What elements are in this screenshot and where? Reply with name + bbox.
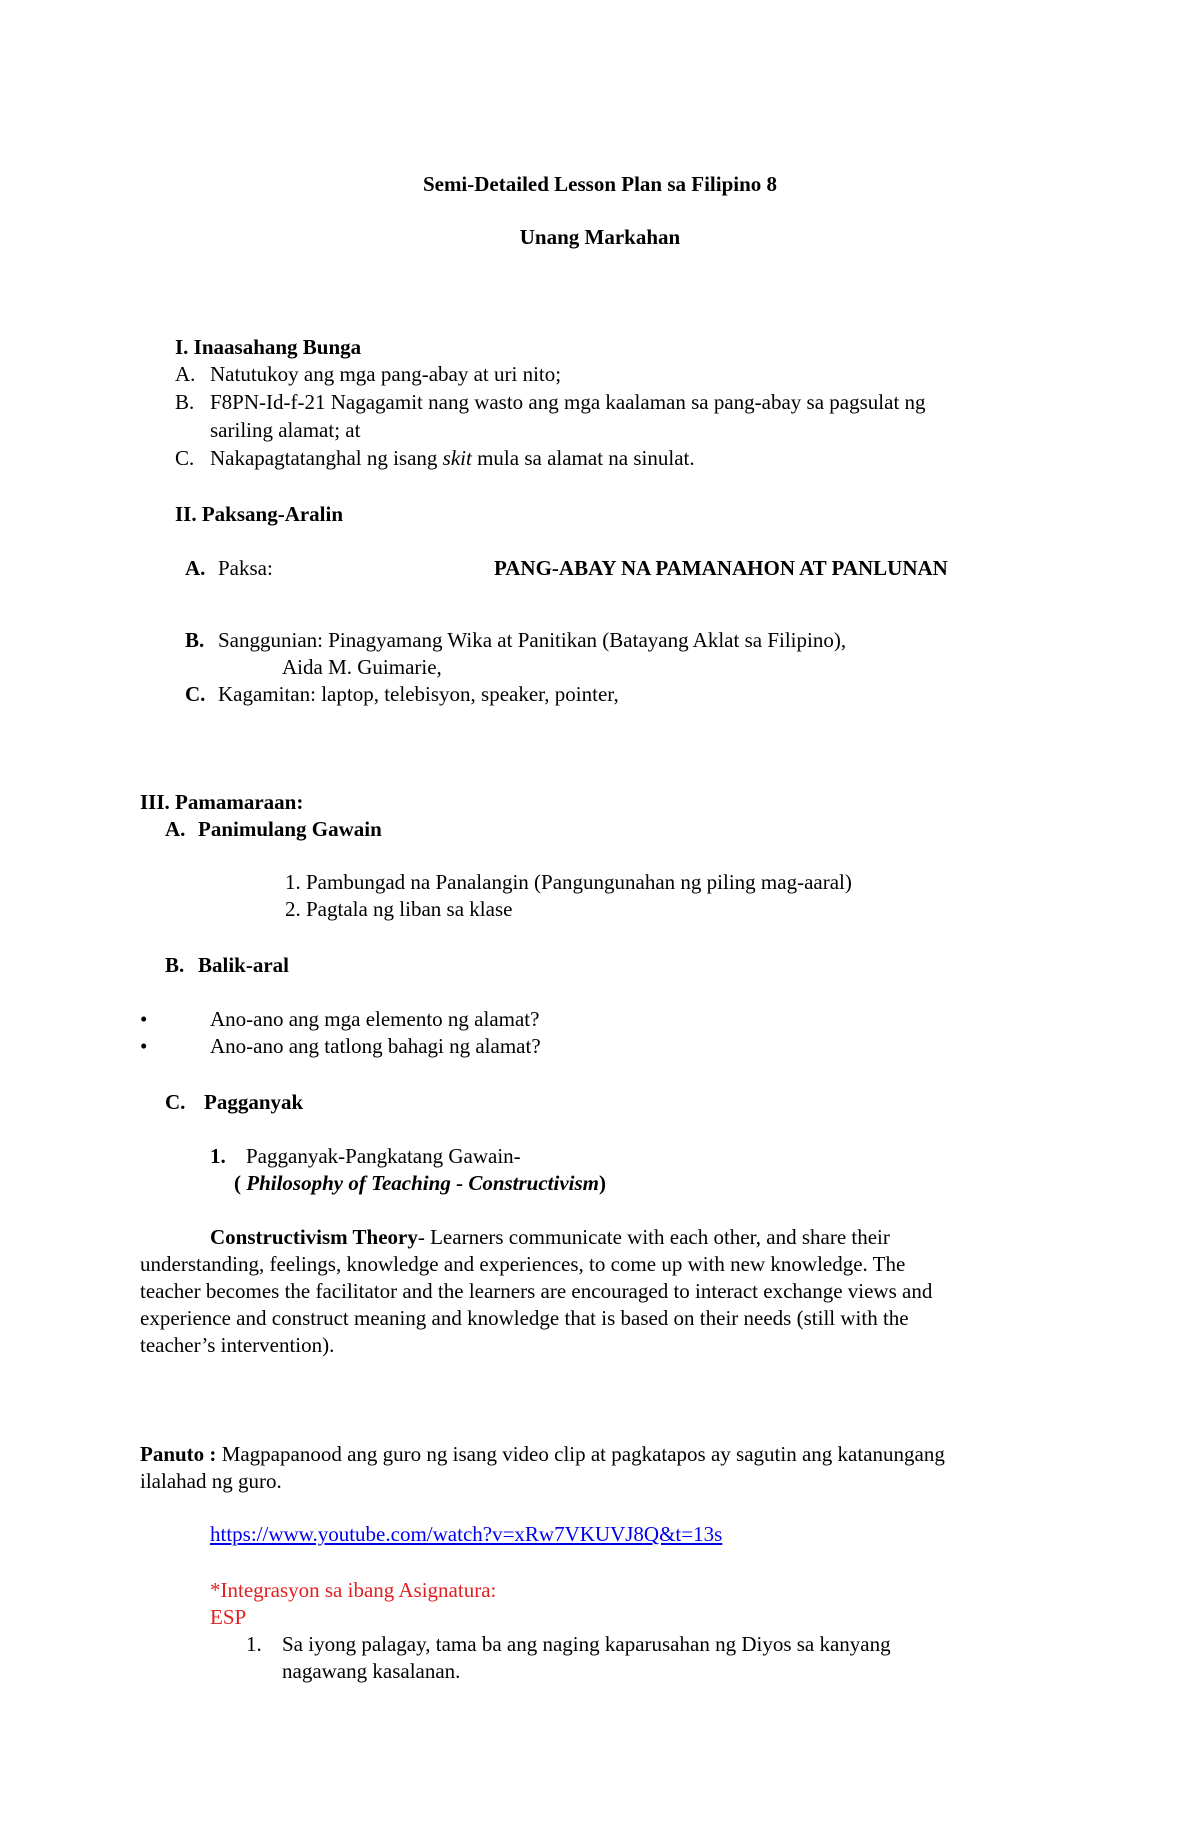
paksa-letter: A. xyxy=(185,556,206,580)
section-3-heading: III. Pamamaraan: xyxy=(140,790,304,814)
video-link[interactable]: https://www.youtube.com/watch?v=xRw7VKUVJ8Q&t=13s xyxy=(210,1522,723,1546)
panuto-text-1: Magpapanood ang guro ng isang video clip at pagkatapos ay sagutin ang katanungang xyxy=(216,1442,945,1466)
theory-line-3: teacher becomes the facilitator and the learners are encouraged to interact exchange views and xyxy=(140,1279,933,1303)
kagamitan-letter: C. xyxy=(185,682,206,706)
bullet-icon: • xyxy=(140,1034,148,1058)
theory-line-5: teacher’s intervention). xyxy=(140,1333,335,1357)
philosophy-text: Philosophy of Teaching - Constructivism xyxy=(241,1171,600,1195)
philosophy-paren-close: ) xyxy=(599,1171,607,1195)
objective-a-text: Natutukoy ang mga pang-abay at uri nito; xyxy=(210,362,562,386)
page-subtitle: Unang Markahan xyxy=(519,225,681,249)
objective-c-text-after: mula sa alamat na sinulat. xyxy=(471,446,695,470)
paksa-value: PANG-ABAY NA PAMANAHON AT PANLUNAN xyxy=(494,556,948,580)
panimulang-item-2: 2. Pagtala ng liban sa klase xyxy=(285,897,513,921)
integrasyon-item-line-2: nagawang kasalanan. xyxy=(282,1659,461,1683)
integrasyon-subject: ESP xyxy=(210,1605,247,1629)
panimulang-item-1: 1. Pambungad na Panalangin (Pangungunahan ng piling mag-aaral) xyxy=(285,870,852,894)
theory-line-4: experience and construct meaning and knowledge that is based on their needs (still with the xyxy=(140,1306,909,1330)
objective-c-text xyxy=(210,446,695,471)
pagganyak-item-text: Pagganyak-Pangkatang Gawain- xyxy=(246,1144,521,1168)
panimulang-letter: A. xyxy=(165,817,186,841)
paksa-label: Paksa: xyxy=(218,556,273,580)
integrasyon-heading: *Integrasyon sa ibang Asignatura: xyxy=(210,1578,497,1602)
pagganyak-letter: C. xyxy=(165,1090,186,1114)
theory-line-1: - Learners communicate with each other, and share their xyxy=(417,1225,890,1249)
theory-line-2: understanding, feelings, knowledge and experiences, to come up with new knowledge. The xyxy=(140,1252,906,1276)
balik-aral-heading: Balik-aral xyxy=(198,953,290,977)
bullet-icon: • xyxy=(140,1007,148,1031)
panuto-label: Panuto : xyxy=(140,1442,217,1466)
objective-a-letter: A. xyxy=(175,362,196,386)
sanggunian-text: Sanggunian: Pinagyamang Wika at Panitikan (Batayang Aklat sa Filipino), xyxy=(218,628,847,652)
objective-c-text-before: Nakapagtatanghal ng isang xyxy=(210,446,443,470)
objective-b-text: F8PN-Id-f-21 Nagagamit nang wasto ang mga kaalaman sa pang-abay sa pagsulat ng xyxy=(210,390,926,414)
page-title: Semi-Detailed Lesson Plan sa Filipino 8 xyxy=(422,172,778,196)
panuto-line-1 xyxy=(140,1442,945,1467)
balik-aral-item-2: Ano-ano ang tatlong bahagi ng alamat? xyxy=(210,1034,541,1058)
theory-first-line xyxy=(210,1225,890,1250)
integrasyon-item-number: 1. xyxy=(246,1632,262,1656)
theory-label: Constructivism Theory xyxy=(210,1225,418,1249)
pagganyak-item-number: 1. xyxy=(210,1144,226,1168)
objective-c-letter: C. xyxy=(175,446,195,470)
objective-c-italic: skit xyxy=(442,446,472,470)
section-2-heading: II. Paksang-Aralin xyxy=(175,502,344,526)
kagamitan-text: Kagamitan: laptop, telebisyon, speaker, pointer, xyxy=(218,682,619,706)
objective-b-continuation: sariling alamat; at xyxy=(210,418,361,442)
philosophy-line xyxy=(234,1171,606,1196)
pagganyak-heading: Pagganyak xyxy=(204,1090,304,1114)
panuto-line-2: ilalahad ng guro. xyxy=(140,1469,282,1493)
balik-aral-item-1: Ano-ano ang mga elemento ng alamat? xyxy=(210,1007,540,1031)
balik-aral-letter: B. xyxy=(165,953,185,977)
panimulang-heading: Panimulang Gawain xyxy=(198,817,382,841)
objective-b-letter: B. xyxy=(175,390,195,414)
section-1-heading: I. Inaasahang Bunga xyxy=(175,335,362,359)
philosophy-paren-open: ( xyxy=(234,1171,241,1195)
sanggunian-author: Aida M. Guimarie, xyxy=(282,655,442,679)
integrasyon-item-line-1: Sa iyong palagay, tama ba ang naging kaparusahan ng Diyos sa kanyang xyxy=(282,1632,891,1656)
sanggunian-letter: B. xyxy=(185,628,205,652)
